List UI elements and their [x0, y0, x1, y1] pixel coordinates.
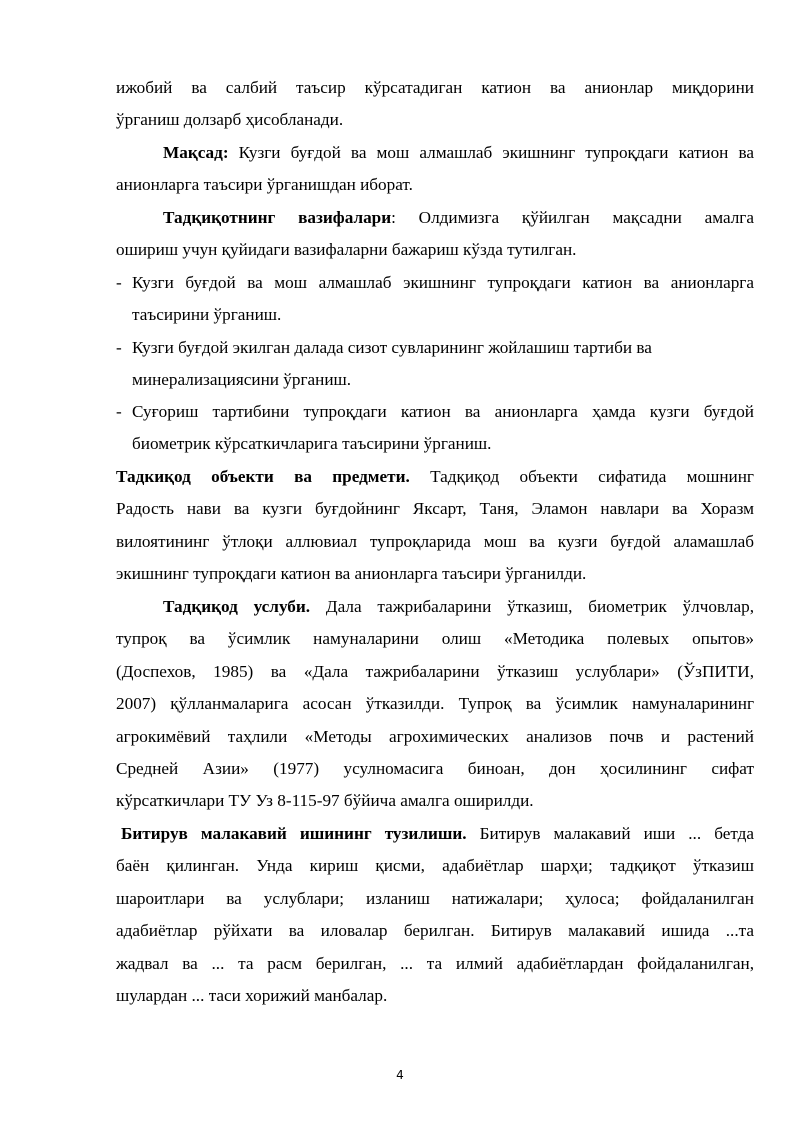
text-line: Кузги буғдой ва мош алмашлаб экишнинг тупроқдаги катион ва анионларга [132, 273, 754, 292]
method-heading: Тадқиқод услуби. [163, 597, 311, 616]
object-paragraph [116, 461, 754, 591]
list-dash: - [116, 273, 122, 292]
text-line: адабиётлар рўйхати ва иловалар берилган. Битирув малакавий ишида ...та [116, 921, 754, 941]
task-list-item [116, 267, 754, 332]
text-line: Радость нави ва кузги буғдойнинг Яксарт, Таня, Эламон навлари ва Хоразм [116, 499, 754, 519]
structure-heading: Битирув малакавий ишининг тузилиши. [121, 824, 467, 843]
goal-paragraph [116, 137, 754, 202]
text-line: таъсирини ўрганиш. [132, 305, 282, 325]
task-list-item [116, 332, 754, 397]
text-line: биометрик кўрсаткичларига таъсирини ўрганиш. [132, 434, 492, 454]
text-line: ошириш учун қуйидаги вазифаларни бажариш кўзда тутилган. [116, 240, 577, 260]
text-line: баён қилинган. Унда кириш қисми, адабиётлар шарҳи; тадқиқот ўтказиш [116, 856, 754, 876]
text-line: Тадқиқод услуби. Дала тажрибаларини ўтказиш, биометрик ўлчовлар, [163, 597, 754, 616]
tasks-heading: Тадқиқотнинг вазифалари [163, 208, 392, 227]
text-line: минерализациясини ўрганиш. [132, 370, 352, 390]
text-line: шулардан ... таси хорижий манбалар. [116, 985, 388, 1005]
text-line: Кузги буғдой экилган далада сизот сувларининг жойлашиш тартиби ва [132, 338, 652, 357]
text-line: Тадкиқод объекти ва предмети. Тадқиқод объекти сифатида мошнинг [116, 467, 754, 486]
page-number: 4 [396, 1068, 404, 1082]
goal-heading: Мақсад: [163, 143, 229, 162]
intro-paragraph [116, 72, 754, 137]
text-line: экишнинг тупроқдаги катион ва анионларга таъсири ўрганилди. [116, 564, 587, 584]
text-line: жадвал ва ... та расм берилган, ... та илмий адабиётлардан фойдаланилган, [116, 953, 754, 973]
text-line: тупроқ ва ўсимлик намуналарини олиш «Методика полевых опытов» [116, 629, 754, 649]
method-paragraph [116, 591, 754, 818]
task-list-item [116, 396, 754, 461]
text-line: (Доспехов, 1985) ва «Дала тажрибаларини ўтказиш услублари» (ЎзПИТИ, [116, 661, 754, 681]
list-dash: - [116, 402, 122, 421]
text-line: анионларга таъсири ўрганишдан иборат. [116, 175, 413, 195]
text-line: Мақсад: Кузги буғдой ва мош алмашлаб экишнинг тупроқдаги катион ва [163, 143, 754, 162]
list-dash: - [116, 338, 122, 357]
text-line: вилоятининг ўтлоқи аллювиал тупроқларида мош ва кузги буғдой аламашлаб [116, 531, 754, 551]
object-heading: Тадкиқод объекти ва предмети. [116, 467, 410, 486]
text-line: Битирув малакавий ишининг тузилиши. Битирув малакавий иши ... бетда [121, 824, 755, 843]
text-line: ўрганиш долзарб ҳисобланади. [116, 110, 344, 130]
text-line: Тадқиқотнинг вазифалари: Олдимизга қўйилган мақсадни амалга [163, 208, 754, 227]
tasks-paragraph [116, 202, 754, 267]
text-line: кўрсаткичлари ТУ Уз 8-115-97 бўйича амалга оширилди. [116, 791, 534, 811]
text-line: Средней Азии» (1977) усулномасига биноан, дон ҳосилининг сифат [116, 758, 754, 778]
text-line: 2007) қўлланмаларига асосан ўтказилди. Тупроқ ва ўсимлик намуналарининг [116, 694, 754, 714]
text-line: шароитлари ва услублари; изланиш натижалари; ҳулоса; фойдаланилган [116, 888, 754, 908]
text-line: агрокимёвий таҳлили «Методы агрохимических анализов почв и растений [116, 726, 754, 746]
structure-paragraph [116, 818, 754, 1012]
text-line: ижобий ва салбий таъсир кўрсатадиган катион ва анионлар миқдорини [116, 78, 754, 97]
text-line: Суғориш тартибини тупроқдаги катион ва анионларга ҳамда кузги буғдой [132, 402, 754, 421]
